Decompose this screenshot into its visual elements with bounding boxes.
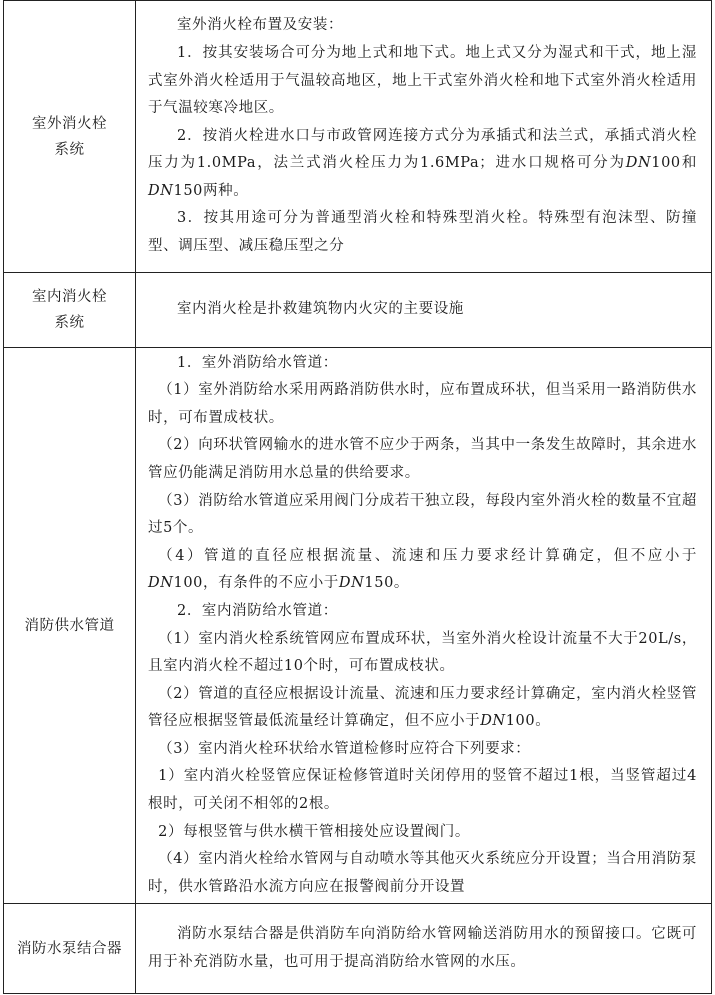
table-row [4, 1, 712, 273]
paragraph: 3．按其用途可分为普通型消火栓和特殊型消火栓。特殊型有泡沫型、防撞型、调压型、减压稳压型之分 [148, 210, 697, 255]
paragraph: 1）室内消火栓竖管应保证检修管道时关闭停用的竖管不超过1根，当竖管超过4根时，可关闭不相邻的2根。 [148, 768, 697, 813]
row-content [136, 273, 712, 348]
paragraph: （4）室内消火栓给水管网与自动喷水等其他灭火系统应分开设置；当合用消防泵时，供水管路沿水流方向应在报警阀前分开设置 [148, 851, 697, 895]
fire-water-table [3, 0, 712, 994]
paragraph: 2．室内消防给水管道： [177, 602, 338, 619]
table-row [4, 273, 712, 348]
paragraph: （3）室内消火栓环状给水管道检修时应符合下列要求： [158, 740, 531, 757]
row-label-line: 系统 [54, 141, 85, 158]
row-content [136, 1, 712, 273]
row-label [4, 348, 136, 904]
table-row [4, 348, 712, 904]
paragraph: （3）消防给水管道应采用阀门分成若干独立段，每段内室外消火栓的数量不宜超过5个。 [148, 492, 697, 537]
row-content [136, 904, 712, 994]
paragraph: 室外消火栓布置及安装： [177, 17, 344, 34]
paragraph: （4）管道的直径应根据流量、流速和压力要求经计算确定，但不应小于DN100，有条件的不应小于DN150。 [148, 547, 697, 592]
paragraph: 2．按消火栓进水口与市政管网连接方式分为承插式和法兰式，承插式消火栓压力为1.0MPa，法兰式消火栓压力为1.6MPa；进水口规格可分为DN100和DN150两种。 [148, 127, 698, 199]
paragraph: （1）室外消防给水采用两路消防供水时，应布置成环状，但当采用一路消防供水时，可布置成枝状。 [148, 382, 697, 426]
paragraph: （1）室内消火栓系统管网应布置成环状，当室外消火栓设计流量不大于20L/s，且室内消火栓不超过10个时，可布置成枝状。 [148, 630, 697, 675]
paragraph: 室内消火栓是扑救建筑物内火灾的主要设施 [177, 301, 464, 318]
row-label-line: 系统 [54, 315, 85, 331]
paragraph: （2）管道的直径应根据设计流量、流速和压力要求经计算确定，室内消火栓竖管管径应根据竖管最低流量经计算确定，但不应小于DN100。 [148, 685, 697, 730]
row-label-line: 室外消火栓 [32, 115, 107, 132]
paragraph: （2）向环状管网输水的进水管不应少于两条，当其中一条发生故障时，其余进水管应仍能满足消防用水总量的供给要求。 [148, 437, 697, 481]
paragraph: 1．按其安装场合可分为地上式和地下式。地上式又分为湿式和干式，地上湿式室外消火栓适用于气温较高地区，地上干式室外消火栓和地下式室外消火栓适用于气温较寒冷地区。 [148, 44, 697, 117]
row-label-line: 室内消火栓 [32, 289, 107, 305]
paragraph: 1．室外消防给水管道： [177, 354, 338, 371]
row-content [136, 348, 712, 904]
paragraph: 2）每根竖管与供水横干管相接处应设置阀门。 [158, 823, 470, 840]
row-label-line: 消防水泵结合器 [17, 940, 122, 957]
row-label [4, 904, 136, 994]
table-row [4, 904, 712, 994]
row-label [4, 1, 136, 273]
paragraph: 消防水泵结合器是供消防车向消防给水管网输送消防用水的预留接口。它既可用于补充消防水量，也可用于提高消防给水管网的水压。 [148, 925, 697, 970]
row-label [4, 273, 136, 348]
row-label-line: 消防供水管道 [24, 617, 115, 634]
